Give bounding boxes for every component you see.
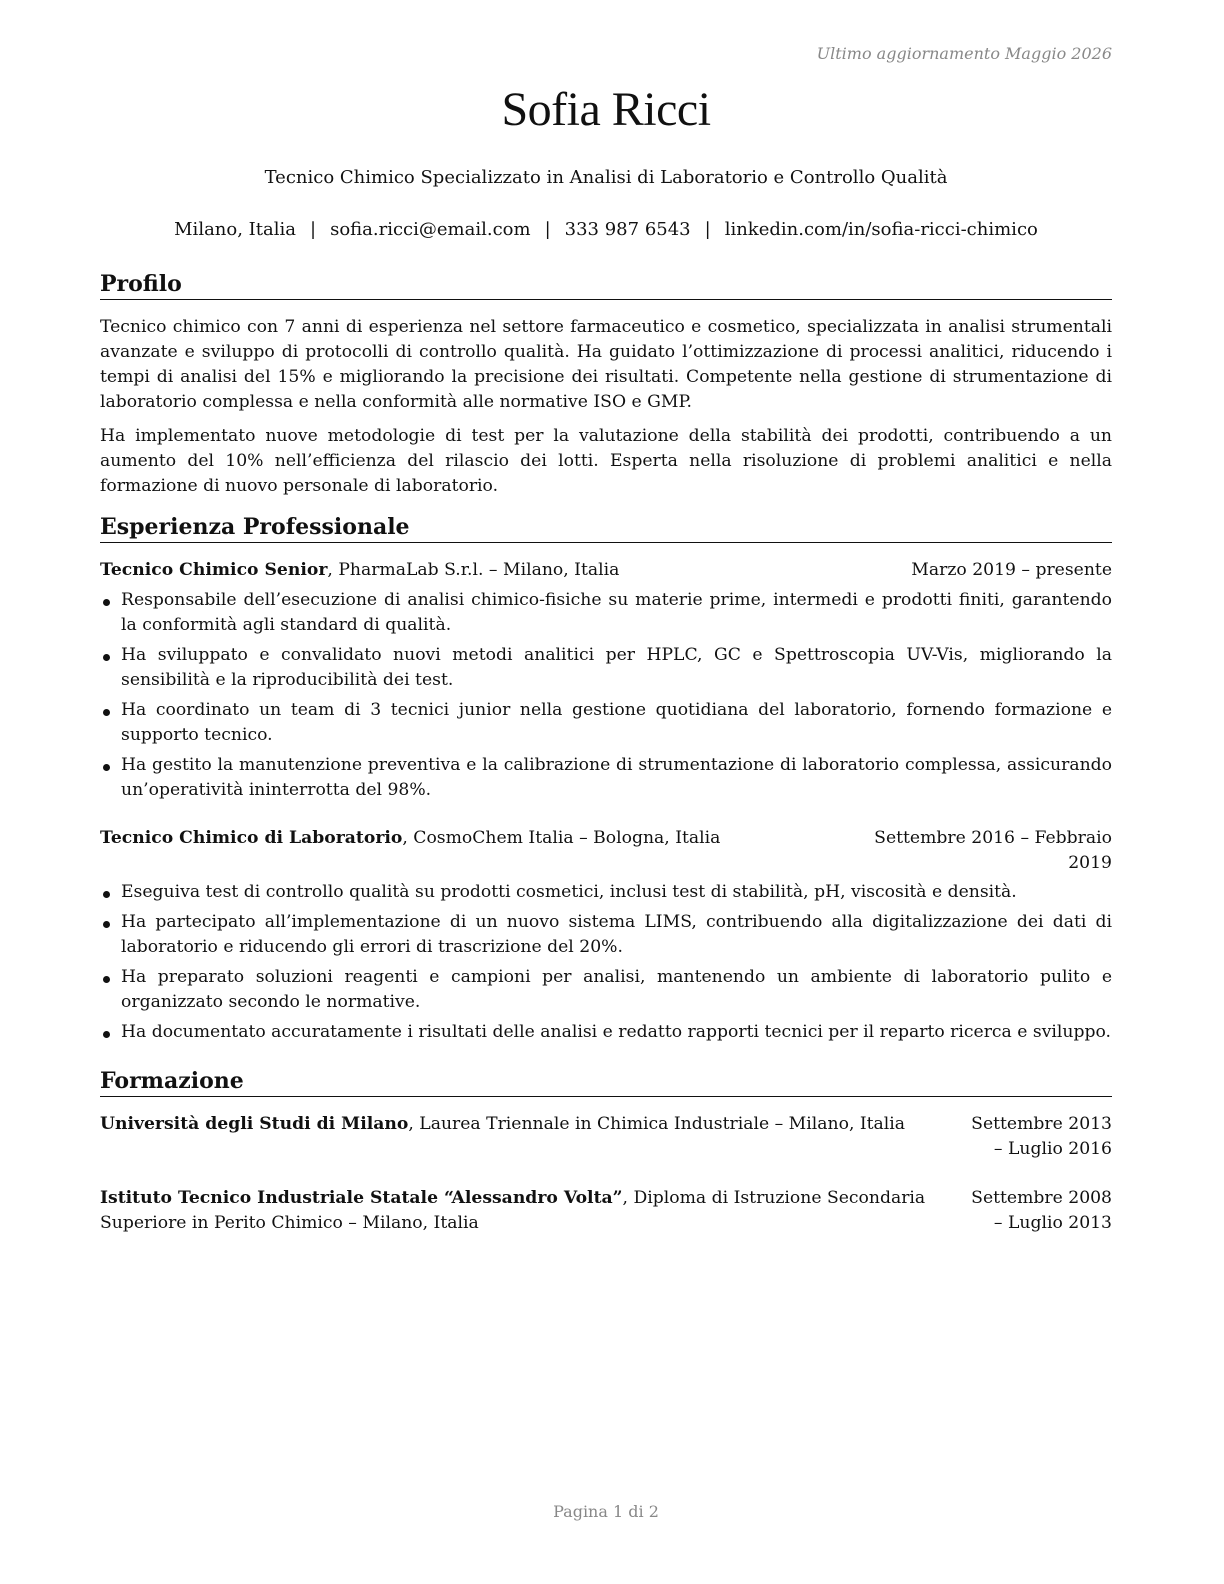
contact-email[interactable]: sofia.ricci@email.com (330, 219, 531, 240)
education-school: Istituto Tecnico Industriale Statale “Alessandro Volta” (100, 1188, 623, 1208)
contact-phone: 333 987 6543 (564, 219, 691, 240)
education-school: Università degli Studi di Milano (100, 1114, 409, 1134)
education-dates: Settembre 2013 – Luglio 2016 (971, 1114, 1112, 1159)
job-bullets (100, 588, 1112, 808)
contact-separator: | (544, 219, 551, 240)
profile-paragraph: Tecnico chimico con 7 anni di esperienza nel settore farmaceutico e cosmetico, specializzata in analisi strumentali avanzate e sviluppo di protocolli di controllo qualità. Ha guidato l’ottimizzazione di processi analitici, riducendo i tempi di analisi del 15% e migliorando la precisione dei risultati. Competente nella gestione di strumentazione di laboratorio complessa e nella conformità alle normative ISO e GMP. (100, 317, 1112, 412)
page-number: Pagina 1 di 2 (553, 1502, 659, 1521)
education-detail: , Laurea Triennale in Chimica Industriale – Milano, Italia (408, 1114, 906, 1134)
list-item: Ha partecipato all’implementazione di un nuovo sistema LIMS, contribuendo alla digitalizzazione dei dati di laboratorio e riducendo gli errori di trascrizione del 20%. (100, 910, 1112, 960)
list-item: Ha gestito la manutenzione preventiva e la calibrazione di strumentazione di laboratorio complessa, assicurando un’operatività ininterrotta del 98%. (100, 753, 1112, 803)
list-item: Ha documentato accuratamente i risultati delle analisi e redatto rapporti tecnici per il reparto ricerca e sviluppo. (100, 1020, 1112, 1045)
bullet-icon (103, 1031, 110, 1038)
job-title: Tecnico Chimico Specializzato in Analisi di Laboratorio e Controllo Qualità (264, 167, 948, 188)
list-item: Ha preparato soluzioni reagenti e campioni per analisi, mantenendo un ambiente di laboratorio pulito e organizzato secondo le normative. (100, 965, 1112, 1015)
job-bullets (100, 880, 1112, 1050)
job-company: , PharmaLab S.r.l. – Milano, Italia (327, 560, 620, 580)
resume-page (100, 0, 1112, 1584)
contact-linkedin[interactable]: linkedin.com/in/sofia-ricci-chimico (724, 219, 1038, 240)
last-updated: Ultimo aggiornamento Maggio 2026 (816, 44, 1112, 63)
list-item: Responsabile dell’esecuzione di analisi chimico-fisiche su materie prime, intermedi e prodotti finiti, garantendo la conformità agli standard di qualità. (100, 588, 1112, 638)
contact-separator: | (704, 219, 711, 240)
section-title-experience: Esperienza Professionale (100, 514, 1112, 543)
bullet-icon (103, 599, 110, 606)
contact-line (100, 219, 1112, 240)
job-company: , CosmoChem Italia – Bologna, Italia (402, 828, 721, 848)
contact-separator: | (310, 219, 317, 240)
job-role: Tecnico Chimico Senior (100, 560, 328, 580)
candidate-name: Sofia Ricci (501, 83, 711, 136)
bullet-icon (103, 709, 110, 716)
bullet-icon (103, 654, 110, 661)
profile-paragraph: Ha implementato nuove metodologie di test per la valutazione della stabilità dei prodotti, contribuendo a un aumento del 10% nell’efficienza del rilascio dei lotti. Esperta nella risoluzione di problemi analitici e nella formazione di nuovo personale di laboratorio. (100, 426, 1112, 496)
job-dates: Marzo 2019 – presente (911, 560, 1112, 580)
bullet-icon (103, 976, 110, 983)
job-dates: Settembre 2016 – Febbraio 2019 (874, 828, 1112, 873)
bullet-icon (103, 921, 110, 928)
education-dates: Settembre 2008 – Luglio 2013 (971, 1188, 1112, 1233)
list-item: Eseguiva test di controllo qualità su prodotti cosmetici, inclusi test di stabilità, pH, viscosità e densità. (100, 880, 1112, 905)
job-role: Tecnico Chimico di Laboratorio (100, 828, 403, 848)
section-title-profile: Profilo (100, 271, 1112, 300)
bullet-icon (103, 891, 110, 898)
list-item: Ha sviluppato e convalidato nuovi metodi analitici per HPLC, GC e Spettroscopia UV-Vis, migliorando la sensibilità e la riproducibilità dei test. (100, 643, 1112, 693)
contact-location: Milano, Italia (174, 219, 296, 240)
bullet-icon (103, 764, 110, 771)
section-title-education: Formazione (100, 1068, 1112, 1097)
list-item: Ha coordinato un team di 3 tecnici junior nella gestione quotidiana del laboratorio, fornendo formazione e supporto tecnico. (100, 698, 1112, 748)
education-detail: , Diploma di Istruzione Secondaria Superiore in Perito Chimico – Milano, Italia (100, 1188, 926, 1233)
